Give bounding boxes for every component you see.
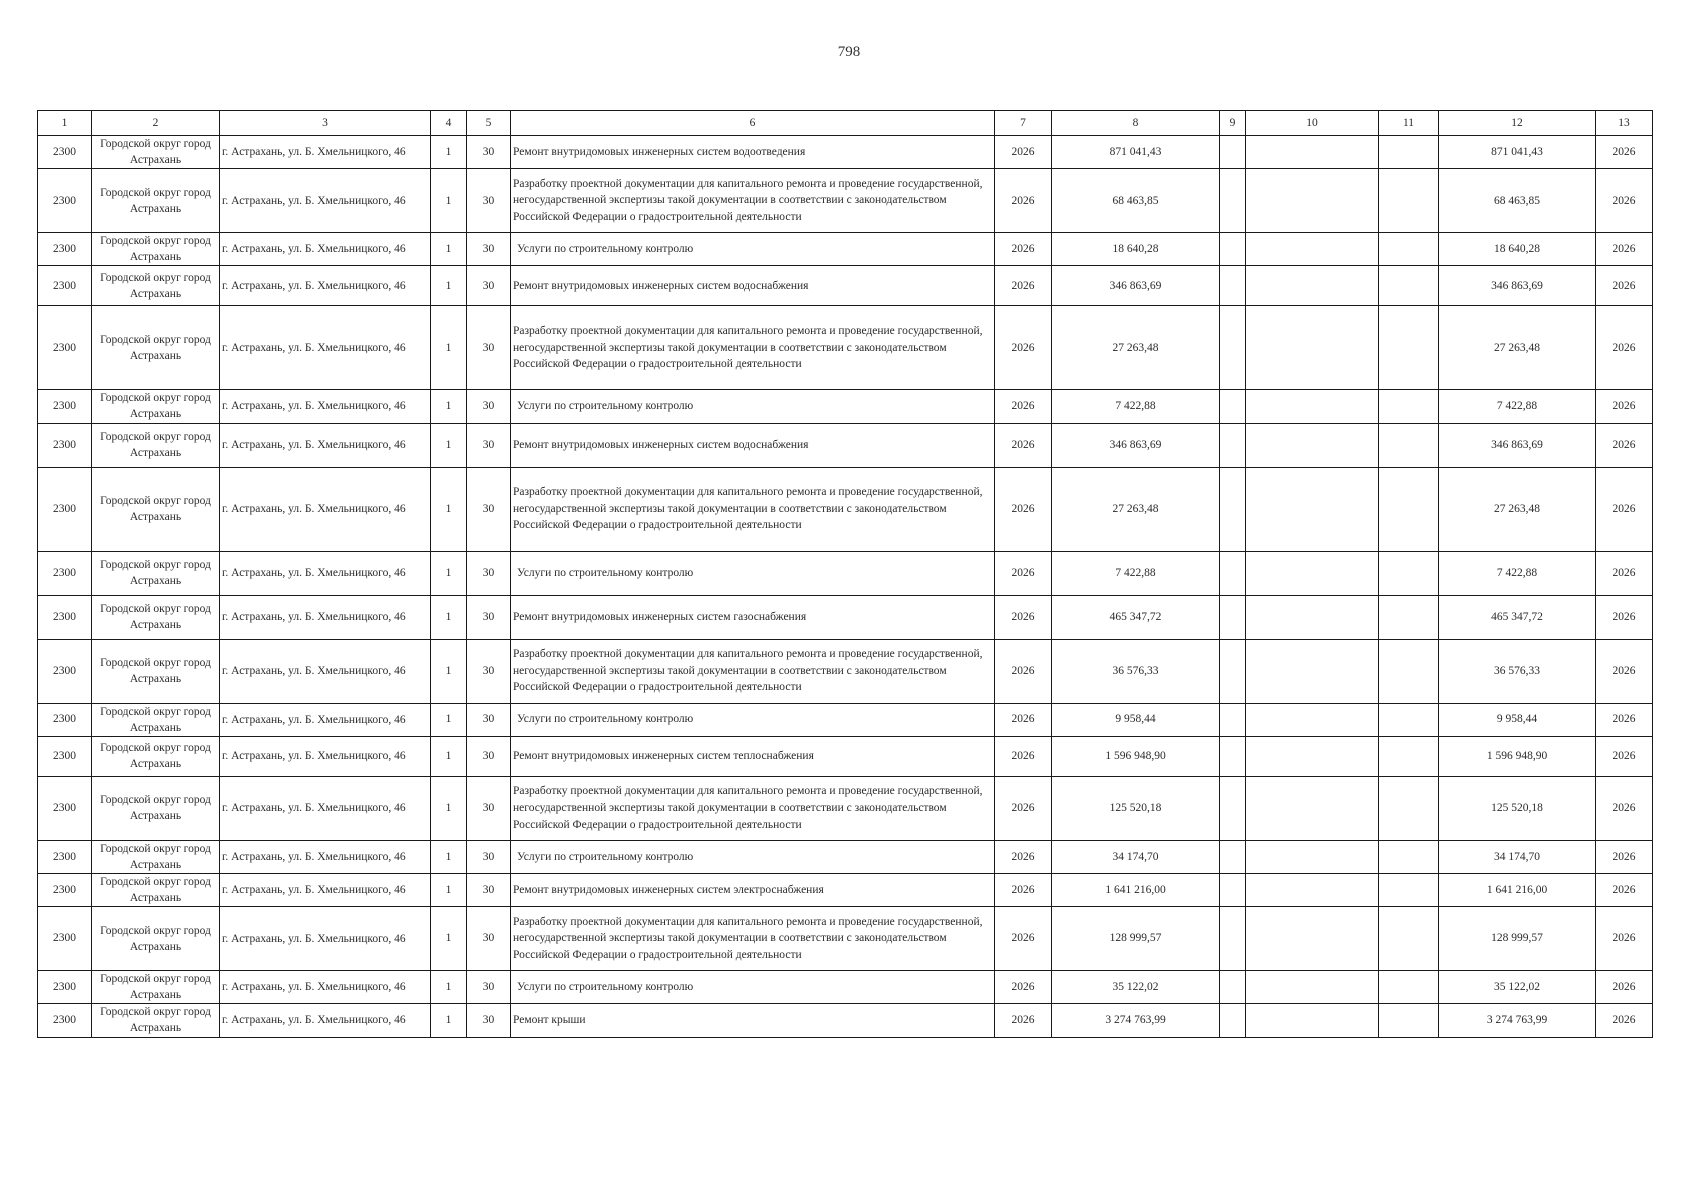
column-12-amount-cell: 18 640,28 [1439, 233, 1596, 266]
amount-cell: 18 640,28 [1052, 233, 1220, 266]
column-5-cell: 30 [467, 1004, 511, 1037]
table-row [38, 467, 1653, 551]
municipality-cell: Городской округ город Астрахань [92, 736, 220, 776]
amount-cell: 1 641 216,00 [1052, 873, 1220, 906]
region-code-cell: 2300 [38, 840, 92, 873]
municipality-cell: Городской округ город Астрахань [92, 169, 220, 233]
column-number-header: 3 [220, 111, 431, 136]
column-4-cell: 1 [431, 776, 467, 840]
column-5-cell: 30 [467, 423, 511, 467]
amount-cell: 9 958,44 [1052, 703, 1220, 736]
column-12-amount-cell: 125 520,18 [1439, 776, 1596, 840]
table-row [38, 306, 1653, 390]
column-11-cell [1379, 390, 1439, 423]
municipality-cell: Городской округ город Астрахань [92, 703, 220, 736]
column-number-header: 8 [1052, 111, 1220, 136]
amount-cell: 128 999,57 [1052, 907, 1220, 971]
capital-repair-table [37, 110, 1653, 1038]
municipality-cell: Городской округ город Астрахань [92, 1004, 220, 1037]
municipality-cell: Городской округ город Астрахань [92, 266, 220, 306]
year-cell: 2026 [995, 703, 1052, 736]
municipality-cell: Городской округ город Астрахань [92, 467, 220, 551]
column-9-cell [1220, 639, 1246, 703]
column-13-year-cell: 2026 [1596, 703, 1653, 736]
column-5-cell: 30 [467, 266, 511, 306]
column-4-cell: 1 [431, 873, 467, 906]
column-12-amount-cell: 1 596 948,90 [1439, 736, 1596, 776]
column-9-cell [1220, 736, 1246, 776]
year-cell: 2026 [995, 306, 1052, 390]
column-10-cell [1246, 971, 1379, 1004]
work-type-cell: Разработку проектной документации для капитального ремонта и проведение государственной, негосударственной экспертизы такой документации в соответствии с законодательством Российской Федерации о градостроительной деятельности [511, 306, 995, 390]
column-12-amount-cell: 465 347,72 [1439, 595, 1596, 639]
year-cell: 2026 [995, 169, 1052, 233]
column-11-cell [1379, 169, 1439, 233]
column-9-cell [1220, 306, 1246, 390]
column-5-cell: 30 [467, 136, 511, 169]
column-9-cell [1220, 1004, 1246, 1037]
table-row [38, 873, 1653, 906]
column-4-cell: 1 [431, 736, 467, 776]
region-code-cell: 2300 [38, 266, 92, 306]
year-cell: 2026 [995, 233, 1052, 266]
column-13-year-cell: 2026 [1596, 907, 1653, 971]
column-10-cell [1246, 873, 1379, 906]
address-cell: г. Астрахань, ул. Б. Хмельницкого, 46 [220, 306, 431, 390]
column-11-cell [1379, 907, 1439, 971]
column-9-cell [1220, 467, 1246, 551]
work-type-cell: Услуги по строительному контролю [511, 233, 995, 266]
region-code-cell: 2300 [38, 467, 92, 551]
year-cell: 2026 [995, 873, 1052, 906]
column-10-cell [1246, 390, 1379, 423]
address-cell: г. Астрахань, ул. Б. Хмельницкого, 46 [220, 639, 431, 703]
column-number-header: 7 [995, 111, 1052, 136]
table-row [38, 1004, 1653, 1037]
amount-cell: 35 122,02 [1052, 971, 1220, 1004]
column-12-amount-cell: 27 263,48 [1439, 467, 1596, 551]
column-10-cell [1246, 703, 1379, 736]
table-row [38, 703, 1653, 736]
column-11-cell [1379, 595, 1439, 639]
column-12-amount-cell: 871 041,43 [1439, 136, 1596, 169]
municipality-cell: Городской округ город Астрахань [92, 907, 220, 971]
amount-cell: 346 863,69 [1052, 266, 1220, 306]
column-5-cell: 30 [467, 840, 511, 873]
column-5-cell: 30 [467, 551, 511, 595]
year-cell: 2026 [995, 551, 1052, 595]
column-number-header: 2 [92, 111, 220, 136]
table-row [38, 266, 1653, 306]
column-4-cell: 1 [431, 639, 467, 703]
column-12-amount-cell: 9 958,44 [1439, 703, 1596, 736]
table-row [38, 233, 1653, 266]
column-4-cell: 1 [431, 233, 467, 266]
table-row [38, 776, 1653, 840]
year-cell: 2026 [995, 595, 1052, 639]
address-cell: г. Астрахань, ул. Б. Хмельницкого, 46 [220, 266, 431, 306]
column-9-cell [1220, 907, 1246, 971]
work-type-cell: Услуги по строительному контролю [511, 703, 995, 736]
column-4-cell: 1 [431, 467, 467, 551]
table-row [38, 551, 1653, 595]
work-type-cell: Услуги по строительному контролю [511, 551, 995, 595]
column-11-cell [1379, 776, 1439, 840]
column-12-amount-cell: 34 174,70 [1439, 840, 1596, 873]
table-body [38, 136, 1653, 1038]
region-code-cell: 2300 [38, 873, 92, 906]
column-11-cell [1379, 423, 1439, 467]
column-5-cell: 30 [467, 703, 511, 736]
column-number-header: 10 [1246, 111, 1379, 136]
region-code-cell: 2300 [38, 639, 92, 703]
column-10-cell [1246, 169, 1379, 233]
municipality-cell: Городской округ город Астрахань [92, 971, 220, 1004]
column-11-cell [1379, 467, 1439, 551]
column-10-cell [1246, 551, 1379, 595]
page-number: 798 [837, 44, 861, 60]
year-cell: 2026 [995, 971, 1052, 1004]
region-code-cell: 2300 [38, 1004, 92, 1037]
work-type-cell: Ремонт крыши [511, 1004, 995, 1037]
column-12-amount-cell: 7 422,88 [1439, 390, 1596, 423]
column-number-header: 5 [467, 111, 511, 136]
address-cell: г. Астрахань, ул. Б. Хмельницкого, 46 [220, 595, 431, 639]
column-11-cell [1379, 136, 1439, 169]
column-13-year-cell: 2026 [1596, 390, 1653, 423]
municipality-cell: Городской округ город Астрахань [92, 136, 220, 169]
table-row [38, 136, 1653, 169]
column-5-cell: 30 [467, 233, 511, 266]
column-10-cell [1246, 776, 1379, 840]
work-type-cell: Услуги по строительному контролю [511, 390, 995, 423]
address-cell: г. Астрахань, ул. Б. Хмельницкого, 46 [220, 136, 431, 169]
municipality-cell: Городской округ город Астрахань [92, 595, 220, 639]
column-number-header: 9 [1220, 111, 1246, 136]
column-12-amount-cell: 7 422,88 [1439, 551, 1596, 595]
year-cell: 2026 [995, 136, 1052, 169]
column-13-year-cell: 2026 [1596, 840, 1653, 873]
column-9-cell [1220, 390, 1246, 423]
municipality-cell: Городской округ город Астрахань [92, 551, 220, 595]
amount-cell: 36 576,33 [1052, 639, 1220, 703]
table-row [38, 639, 1653, 703]
column-4-cell: 1 [431, 840, 467, 873]
table-row [38, 423, 1653, 467]
table-header [38, 111, 1653, 136]
municipality-cell: Городской округ город Астрахань [92, 873, 220, 906]
amount-cell: 7 422,88 [1052, 551, 1220, 595]
municipality-cell: Городской округ город Астрахань [92, 306, 220, 390]
work-type-cell: Разработку проектной документации для капитального ремонта и проведение государственной, негосударственной экспертизы такой документации в соответствии с законодательством Российской Федерации о градостроительной деятельности [511, 639, 995, 703]
work-type-cell: Ремонт внутридомовых инженерных систем теплоснабжения [511, 736, 995, 776]
amount-cell: 871 041,43 [1052, 136, 1220, 169]
column-11-cell [1379, 266, 1439, 306]
year-cell: 2026 [995, 907, 1052, 971]
column-5-cell: 30 [467, 639, 511, 703]
address-cell: г. Астрахань, ул. Б. Хмельницкого, 46 [220, 467, 431, 551]
year-cell: 2026 [995, 266, 1052, 306]
column-10-cell [1246, 1004, 1379, 1037]
column-13-year-cell: 2026 [1596, 266, 1653, 306]
address-cell: г. Астрахань, ул. Б. Хмельницкого, 46 [220, 971, 431, 1004]
column-12-amount-cell: 35 122,02 [1439, 971, 1596, 1004]
column-11-cell [1379, 703, 1439, 736]
column-13-year-cell: 2026 [1596, 639, 1653, 703]
amount-cell: 346 863,69 [1052, 423, 1220, 467]
address-cell: г. Астрахань, ул. Б. Хмельницкого, 46 [220, 776, 431, 840]
region-code-cell: 2300 [38, 971, 92, 1004]
column-4-cell: 1 [431, 423, 467, 467]
year-cell: 2026 [995, 390, 1052, 423]
column-13-year-cell: 2026 [1596, 873, 1653, 906]
work-type-cell: Разработку проектной документации для капитального ремонта и проведение государственной, негосударственной экспертизы такой документации в соответствии с законодательством Российской Федерации о градостроительной деятельности [511, 907, 995, 971]
column-10-cell [1246, 136, 1379, 169]
table-row [38, 390, 1653, 423]
column-number-header: 6 [511, 111, 995, 136]
column-4-cell: 1 [431, 703, 467, 736]
region-code-cell: 2300 [38, 233, 92, 266]
amount-cell: 27 263,48 [1052, 467, 1220, 551]
column-4-cell: 1 [431, 266, 467, 306]
year-cell: 2026 [995, 736, 1052, 776]
region-code-cell: 2300 [38, 306, 92, 390]
column-13-year-cell: 2026 [1596, 169, 1653, 233]
region-code-cell: 2300 [38, 423, 92, 467]
column-10-cell [1246, 840, 1379, 873]
address-cell: г. Астрахань, ул. Б. Хмельницкого, 46 [220, 873, 431, 906]
amount-cell: 34 174,70 [1052, 840, 1220, 873]
column-13-year-cell: 2026 [1596, 306, 1653, 390]
column-9-cell [1220, 136, 1246, 169]
column-12-amount-cell: 346 863,69 [1439, 266, 1596, 306]
work-type-cell: Услуги по строительному контролю [511, 971, 995, 1004]
year-cell: 2026 [995, 776, 1052, 840]
amount-cell: 27 263,48 [1052, 306, 1220, 390]
column-5-cell: 30 [467, 736, 511, 776]
column-11-cell [1379, 840, 1439, 873]
column-12-amount-cell: 1 641 216,00 [1439, 873, 1596, 906]
column-number-header: 4 [431, 111, 467, 136]
work-type-cell: Разработку проектной документации для капитального ремонта и проведение государственной, негосударственной экспертизы такой документации в соответствии с законодательством Российской Федерации о градостроительной деятельности [511, 467, 995, 551]
municipality-cell: Городской округ город Астрахань [92, 390, 220, 423]
column-12-amount-cell: 27 263,48 [1439, 306, 1596, 390]
column-5-cell: 30 [467, 390, 511, 423]
column-10-cell [1246, 306, 1379, 390]
column-11-cell [1379, 551, 1439, 595]
column-11-cell [1379, 1004, 1439, 1037]
municipality-cell: Городской округ город Астрахань [92, 233, 220, 266]
column-4-cell: 1 [431, 169, 467, 233]
column-9-cell [1220, 233, 1246, 266]
column-12-amount-cell: 68 463,85 [1439, 169, 1596, 233]
address-cell: г. Астрахань, ул. Б. Хмельницкого, 46 [220, 703, 431, 736]
work-type-cell: Ремонт внутридомовых инженерных систем газоснабжения [511, 595, 995, 639]
column-11-cell [1379, 233, 1439, 266]
column-4-cell: 1 [431, 907, 467, 971]
column-4-cell: 1 [431, 971, 467, 1004]
column-12-amount-cell: 36 576,33 [1439, 639, 1596, 703]
column-13-year-cell: 2026 [1596, 551, 1653, 595]
column-5-cell: 30 [467, 776, 511, 840]
column-13-year-cell: 2026 [1596, 467, 1653, 551]
column-9-cell [1220, 551, 1246, 595]
amount-cell: 7 422,88 [1052, 390, 1220, 423]
region-code-cell: 2300 [38, 736, 92, 776]
table-row [38, 169, 1653, 233]
column-9-cell [1220, 971, 1246, 1004]
work-type-cell: Ремонт внутридомовых инженерных систем водоотведения [511, 136, 995, 169]
column-9-cell [1220, 873, 1246, 906]
municipality-cell: Городской округ город Астрахань [92, 423, 220, 467]
column-9-cell [1220, 703, 1246, 736]
work-type-cell: Ремонт внутридомовых инженерных систем водоснабжения [511, 266, 995, 306]
column-12-amount-cell: 346 863,69 [1439, 423, 1596, 467]
column-5-cell: 30 [467, 595, 511, 639]
address-cell: г. Астрахань, ул. Б. Хмельницкого, 46 [220, 551, 431, 595]
amount-cell: 1 596 948,90 [1052, 736, 1220, 776]
table-row [38, 736, 1653, 776]
column-number-header: 12 [1439, 111, 1596, 136]
column-9-cell [1220, 776, 1246, 840]
column-10-cell [1246, 907, 1379, 971]
column-13-year-cell: 2026 [1596, 971, 1653, 1004]
column-12-amount-cell: 3 274 763,99 [1439, 1004, 1596, 1037]
column-11-cell [1379, 639, 1439, 703]
amount-cell: 68 463,85 [1052, 169, 1220, 233]
column-5-cell: 30 [467, 873, 511, 906]
column-4-cell: 1 [431, 1004, 467, 1037]
work-type-cell: Разработку проектной документации для капитального ремонта и проведение государственной, негосударственной экспертизы такой документации в соответствии с законодательством Российской Федерации о градостроительной деятельности [511, 776, 995, 840]
column-5-cell: 30 [467, 306, 511, 390]
address-cell: г. Астрахань, ул. Б. Хмельницкого, 46 [220, 907, 431, 971]
address-cell: г. Астрахань, ул. Б. Хмельницкого, 46 [220, 390, 431, 423]
municipality-cell: Городской округ город Астрахань [92, 639, 220, 703]
column-number-header: 1 [38, 111, 92, 136]
column-10-cell [1246, 639, 1379, 703]
year-cell: 2026 [995, 423, 1052, 467]
column-13-year-cell: 2026 [1596, 136, 1653, 169]
column-9-cell [1220, 169, 1246, 233]
amount-cell: 125 520,18 [1052, 776, 1220, 840]
address-cell: г. Астрахань, ул. Б. Хмельницкого, 46 [220, 423, 431, 467]
region-code-cell: 2300 [38, 390, 92, 423]
address-cell: г. Астрахань, ул. Б. Хмельницкого, 46 [220, 1004, 431, 1037]
address-cell: г. Астрахань, ул. Б. Хмельницкого, 46 [220, 736, 431, 776]
column-9-cell [1220, 840, 1246, 873]
region-code-cell: 2300 [38, 703, 92, 736]
column-10-cell [1246, 595, 1379, 639]
column-number-header: 11 [1379, 111, 1439, 136]
column-4-cell: 1 [431, 390, 467, 423]
address-cell: г. Астрахань, ул. Б. Хмельницкого, 46 [220, 233, 431, 266]
work-type-cell: Ремонт внутридомовых инженерных систем водоснабжения [511, 423, 995, 467]
amount-cell: 465 347,72 [1052, 595, 1220, 639]
column-13-year-cell: 2026 [1596, 1004, 1653, 1037]
column-10-cell [1246, 423, 1379, 467]
column-9-cell [1220, 423, 1246, 467]
column-4-cell: 1 [431, 136, 467, 169]
table-row [38, 595, 1653, 639]
table-row [38, 840, 1653, 873]
address-cell: г. Астрахань, ул. Б. Хмельницкого, 46 [220, 840, 431, 873]
column-4-cell: 1 [431, 306, 467, 390]
region-code-cell: 2300 [38, 595, 92, 639]
column-13-year-cell: 2026 [1596, 595, 1653, 639]
region-code-cell: 2300 [38, 776, 92, 840]
column-13-year-cell: 2026 [1596, 423, 1653, 467]
column-13-year-cell: 2026 [1596, 736, 1653, 776]
region-code-cell: 2300 [38, 907, 92, 971]
column-5-cell: 30 [467, 169, 511, 233]
column-number-row [38, 111, 1653, 136]
column-4-cell: 1 [431, 595, 467, 639]
column-12-amount-cell: 128 999,57 [1439, 907, 1596, 971]
column-13-year-cell: 2026 [1596, 233, 1653, 266]
work-type-cell: Разработку проектной документации для капитального ремонта и проведение государственной, негосударственной экспертизы такой документации в соответствии с законодательством Российской Федерации о градостроительной деятельности [511, 169, 995, 233]
column-11-cell [1379, 736, 1439, 776]
year-cell: 2026 [995, 1004, 1052, 1037]
column-11-cell [1379, 873, 1439, 906]
column-13-year-cell: 2026 [1596, 776, 1653, 840]
work-type-cell: Услуги по строительному контролю [511, 840, 995, 873]
year-cell: 2026 [995, 467, 1052, 551]
column-number-header: 13 [1596, 111, 1653, 136]
work-type-cell: Ремонт внутридомовых инженерных систем электроснабжения [511, 873, 995, 906]
region-code-cell: 2300 [38, 169, 92, 233]
column-10-cell [1246, 467, 1379, 551]
table-row [38, 907, 1653, 971]
municipality-cell: Городской округ город Астрахань [92, 840, 220, 873]
table-row [38, 971, 1653, 1004]
column-5-cell: 30 [467, 467, 511, 551]
column-5-cell: 30 [467, 907, 511, 971]
column-10-cell [1246, 736, 1379, 776]
year-cell: 2026 [995, 639, 1052, 703]
region-code-cell: 2300 [38, 136, 92, 169]
address-cell: г. Астрахань, ул. Б. Хмельницкого, 46 [220, 169, 431, 233]
column-10-cell [1246, 266, 1379, 306]
region-code-cell: 2300 [38, 551, 92, 595]
municipality-cell: Городской округ город Астрахань [92, 776, 220, 840]
column-5-cell: 30 [467, 971, 511, 1004]
year-cell: 2026 [995, 840, 1052, 873]
column-9-cell [1220, 595, 1246, 639]
column-11-cell [1379, 971, 1439, 1004]
column-9-cell [1220, 266, 1246, 306]
amount-cell: 3 274 763,99 [1052, 1004, 1220, 1037]
column-11-cell [1379, 306, 1439, 390]
column-4-cell: 1 [431, 551, 467, 595]
column-10-cell [1246, 233, 1379, 266]
